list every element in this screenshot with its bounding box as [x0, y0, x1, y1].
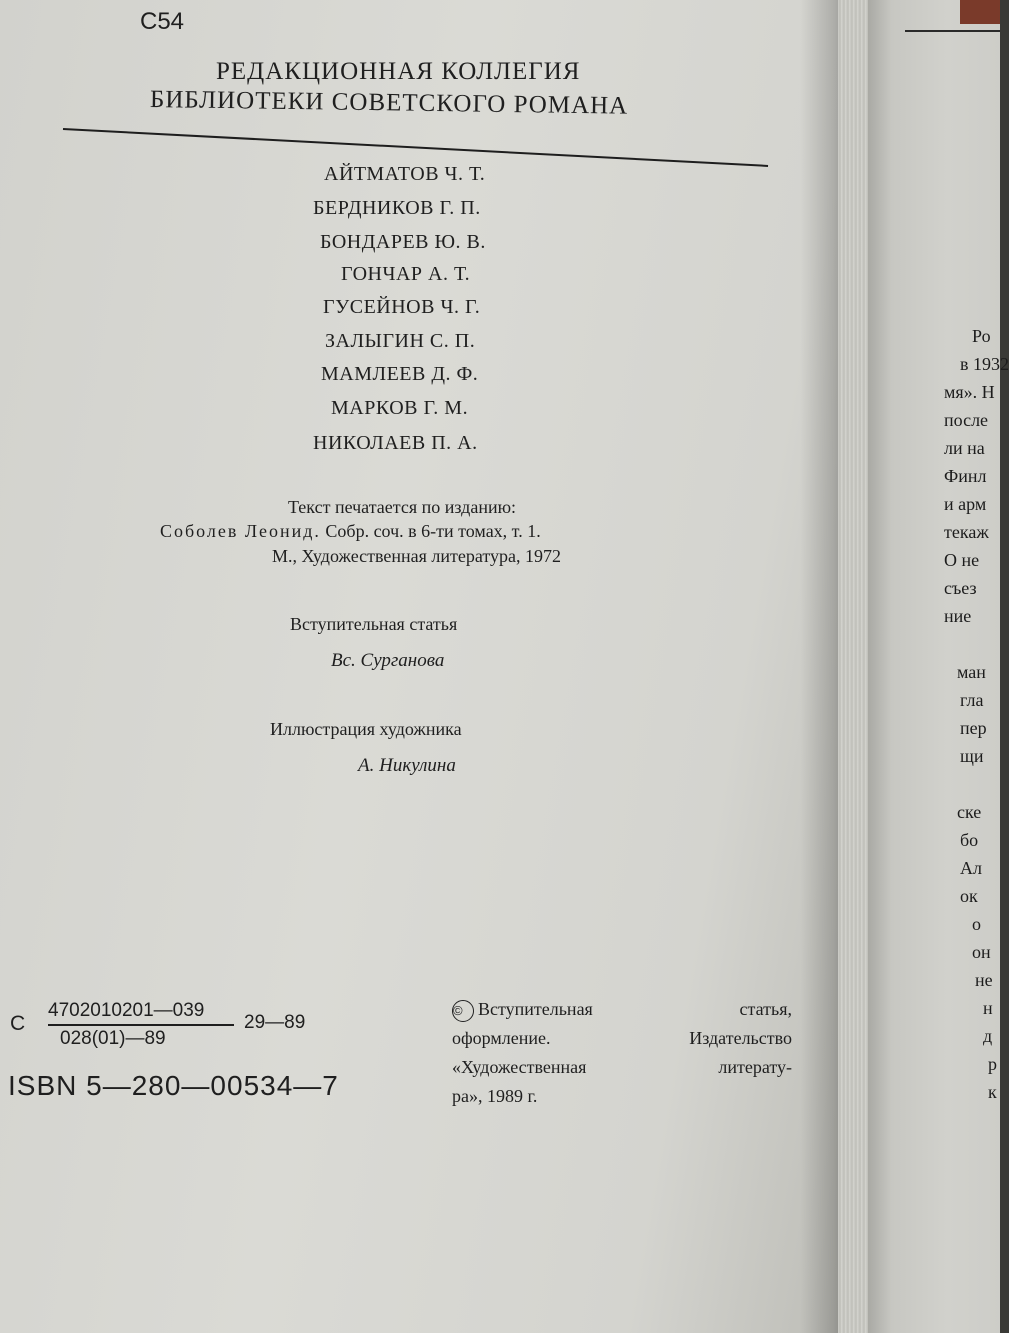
board-member: МАМЛЕЕВ Д. Ф. — [321, 363, 479, 385]
right-page-fragment: после — [944, 410, 989, 430]
source-collection: Собр. соч. в 6-ти томах, т. 1. — [325, 521, 541, 541]
intro-label: Вступительная статья — [290, 614, 458, 634]
copyright-line-3: «Художественная литерату- — [452, 1057, 792, 1077]
isbn: ISBN 5—280—00534—7 — [8, 1070, 339, 1101]
index-letter: С — [10, 1012, 26, 1035]
board-member: МАРКОВ Г. М. — [331, 397, 469, 419]
right-page-fragment: Финл — [944, 466, 987, 486]
right-page-top-rule — [905, 30, 1000, 32]
illustration-label: Иллюстрация художника — [270, 719, 462, 739]
copyright-line-1: © Вступительная статья, — [452, 995, 792, 1024]
right-page-fragment: о — [972, 914, 981, 934]
right-page-fragment: н — [983, 998, 993, 1018]
right-page-fragment: глa — [960, 690, 984, 710]
copyright-line-2: оформление. Издательство — [452, 1028, 792, 1048]
copyright-icon: © — [452, 1000, 474, 1022]
right-page-fragment: бо — [960, 830, 979, 850]
right-page-fragment: к — [988, 1082, 997, 1102]
intro-author: Вс. Сурганова — [331, 650, 445, 671]
copyright-notice — [452, 995, 792, 1111]
index-numerator: 4702010201—039 — [48, 1000, 205, 1021]
right-page-fragment: и арм — [944, 494, 987, 514]
source-edition-line — [160, 521, 541, 542]
cover-corner — [960, 0, 1000, 24]
board-member: БЕРДНИКОВ Г. П. — [313, 197, 481, 219]
right-page-fragment: д — [983, 1026, 993, 1046]
right-page-fragment: ние — [944, 606, 972, 626]
board-member: ГОНЧАР А. Т. — [341, 263, 471, 285]
right-page-fragment: текаж — [944, 522, 989, 542]
page-edges — [838, 0, 868, 1333]
right-page-fragment: мя». Н — [944, 382, 995, 402]
copyright-line-4: ра», 1989 г. — [452, 1086, 538, 1106]
right-page-fragment: ске — [957, 802, 982, 822]
index-denominator: 028(01)—89 — [60, 1028, 166, 1049]
right-page-fragment: ок — [960, 886, 978, 906]
right-page-fragment: не — [975, 970, 993, 990]
right-page-fragment: ли на — [944, 438, 985, 458]
right-page-fragment: Ро — [972, 326, 991, 346]
editorial-board-heading: РЕДАКЦИОННАЯ КОЛЛЕГИЯ — [216, 58, 581, 85]
board-member: НИКОЛАЕВ П. А. — [313, 432, 478, 454]
board-member: БОНДАРЕВ Ю. В. — [320, 231, 486, 253]
catalog-code: С54 — [140, 8, 185, 35]
right-page-fragment: щи — [960, 746, 984, 766]
right-page-fragment: съез — [944, 578, 977, 598]
right-page-fragment: ман — [957, 662, 986, 682]
source-edition-label: Текст печатается по изданию: — [288, 497, 517, 517]
source-publisher: М., Художественная литература, 1972 — [272, 546, 562, 566]
illustration-author: А. Никулина — [358, 755, 456, 776]
index-suffix: 29—89 — [244, 1012, 306, 1033]
right-page-fragment: он — [972, 942, 991, 962]
right-page-fragment: О не — [944, 550, 980, 570]
source-author: Соболев Леонид. — [160, 521, 321, 541]
board-member: ЗАЛЫГИН С. П. — [325, 330, 476, 352]
right-page-fragment: в 1932 — [960, 354, 1009, 374]
right-page-fragment: Ал — [960, 858, 982, 878]
right-page-fragment: р — [988, 1054, 997, 1074]
board-member: ГУСЕЙНОВ Ч. Г. — [323, 296, 481, 318]
index-fraction-line — [48, 1024, 234, 1026]
board-member: АЙТМАТОВ Ч. Т. — [324, 163, 486, 185]
library-heading: БИБЛИОТЕКИ СОВЕТСКОГО РОМАНА — [149, 86, 629, 120]
right-page-fragment: пер — [960, 718, 987, 738]
